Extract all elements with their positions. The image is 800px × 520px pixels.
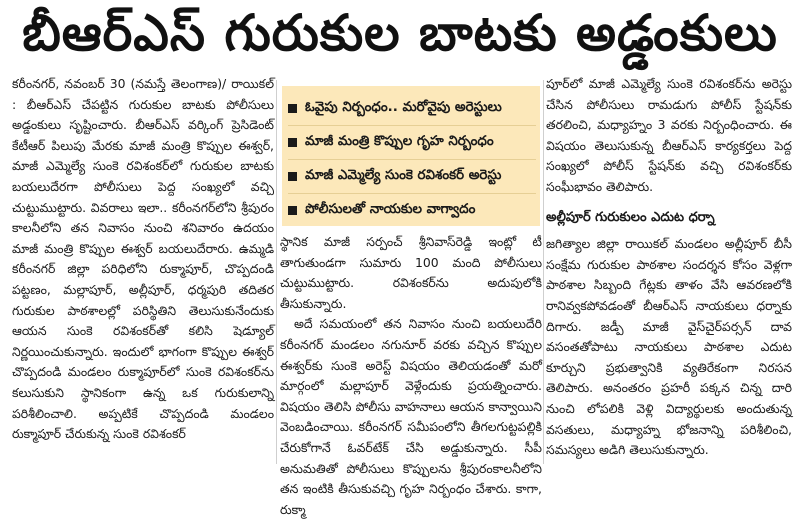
square-bullet-icon	[288, 172, 297, 181]
highlight-item	[288, 194, 536, 227]
headline: బీఆర్ఎస్ గురుకుల బాటకు అడ్డంకులు	[22, 3, 778, 62]
highlight-item	[288, 92, 536, 126]
square-bullet-icon	[288, 104, 297, 113]
column-divider	[543, 80, 544, 464]
paragraph: స్థానిక మాజీ సర్పంచ్ శ్రీనివాస్‌రెడ్డి ఇంట్లో టీ తాగుతుండగా సుమారు 100 మంది పోలీసులు చుట్టుముట్టారు. రవిశంకర్‌ను అదుపులోకి తీసుకున్నారు.	[280, 234, 542, 311]
paragraph: అదే సమయంలో తన నివాసం నుంచి బయలుదేరి కరీంనగర్ మండలం నగునూర్ వరకు వచ్చిన కొప్పుల ఈశ్వర్‌కు సుంకె అరెస్ట్ విషయం తెలియడంతో మరో మార్గంలో మల్లాపూర్ వెళ్లేందుకు ప్రయత్నించారు. విషయం తెలిసి పోలీసు వాహనాలు ఆయన కాన్వాయిని వెంబడించాయి. కరీంనగర్ సమీపంలోని తీగలగుట్టపల్లికి చేరుకోగానే ఓవర్‌టేక్ చేసి అడ్డుకున్నారు. సీపీ అనుమతితో పోలీసులు కొప్పులను శ్రీపురంకాలనీలోని తన ఇంటికి తీసుకువచ్చి గృహ నిర్బంధం చేశారు. కాగా, రుక్మా	[280, 316, 542, 517]
highlight-text: మాజీ మంత్రి కొప్పుల గృహ నిర్బంధం	[305, 133, 494, 149]
highlight-item	[288, 160, 536, 194]
paragraph: కరీంనగర్, నవంబర్ 30 (నమస్తే తెలంగాణ)/ రాయికల్ : బీఆర్ఎస్ చేపట్టిన గురుకుల బాటకు పోలీసులు అడ్డంకులు సృష్టించారు. బీఆర్ఎస్ వర్కింగ్ ప్రెసిడెంట్ కేటీఆర్ పిలుపు మేరకు మాజీ మంత్రి కొప్పుల ఈశ్వర్, మాజీ ఎమ్మెల్యే సుంకె రవిశంకర్‌లో గురుకుల బాటకు బయలుదేరగా పోలీసులు పెద్ద సంఖ్యలో వచ్చి చుట్టుముట్టారు. వివరాలు ఇలా.. కరీంనగర్‌లోని శ్రీపురం కాలనీలోని తన నివాసం నుంచి శనివారం ఉదయం మాజీ మంత్రి కొప్పుల ఈశ్వర్ బయలుదేరారు. ఉమ్మడి కరీంనగర్ జిల్లా పరిధిలోని రుక్మాపూర్, చొప్పదండి పట్టణం, మల్లాపూర్, అల్లీపూర్, ధర్మపురి తదితర గురుకుల పాఠశాలల్లో పరిస్థితిని తెలుసుకునేందుకు ఆయన సుంకె రవిశంకర్‌తో కలిసి షెడ్యూల్ నిర్ణయించుకున్నారు. ఇందులో భాగంగా కొప్పుల ఈశ్వర్ చొప్పదండి మండలం రుక్మాపూర్‌లో సుంకె రవిశంకర్‌ను కలుసుకుని స్థానికంగా ఉన్న ఒక గురుకులాన్ని పరిశీలించాలి. అప్పటికే చొప్పదండి మండలం రుక్మాపూర్ చేరుకున్న సుంకె రవిశంకర్	[12, 76, 274, 442]
paragraph: జగిత్యాల జిల్లా రాయికల్ మండలం అల్లీపూర్ బీసీ సంక్షేమ గురుకుల పాఠశాల సందర్శన కోసం వెళ్లగా పాఠశాల సిబ్బంది గేట్లకు తాళం వేసి ఆవరణలోకి రానివ్వకపోవడంతో బీఆర్ఎస్ నాయకులు ధర్నాకు దిగారు. జడ్పీ మాజీ వైస్‌చైర్‌పర్సన్ దావ వసంతతోపాటు నాయకులు పాఠశాల ఎదుట కూర్చుని ప్రభుత్వానికి వ్యతిరేకంగా నిరసన తెలిపారు. అనంతరం ప్రహరీ పక్కన చిన్న దారి నుంచి లోపలికి వెళ్లి విద్యార్థులకు అందుతున్న వసతులు, మధ్యాహ్న భోజనాన్ని పరిశీలించి, సమస్యలు అడిగి తెలుసుకున్నారు.	[546, 236, 792, 458]
highlight-text: ఓవైపు నిర్బంధం.. మరోవైపు అరెస్టులు	[305, 99, 502, 115]
highlight-text: పోలీసులతో నాయకుల వాగ్వాదం	[305, 201, 476, 217]
article-column-3	[546, 74, 792, 464]
column-divider	[276, 80, 277, 464]
highlights-box	[282, 86, 540, 226]
square-bullet-icon	[288, 206, 297, 215]
highlight-text: మాజీ ఎమ్మెల్యే సుంకె రవిశంకర్ అరెస్టు	[305, 167, 502, 183]
highlight-item	[288, 126, 536, 160]
subheading: అల్లీపూర్ గురుకులం ఎదుట ధర్నా	[546, 209, 715, 225]
square-bullet-icon	[288, 138, 297, 147]
article-column-2	[280, 232, 542, 517]
article-column-1	[12, 74, 274, 464]
paragraph: పూర్‌లో మాజీ ఎమ్మెల్యే సుంకె రవిశంకర్‌ను అరెస్టు చేసిన పోలీసులు రామడుగు పోలీస్ స్టేషన్‌కు తరలించి, మధ్యాహ్నం 3 వరకు నిర్బంధించారు. ఈ విషయం తెలుసుకున్న బీఆర్ఎస్ కార్యకర్తలు పెద్ద సంఖ్యలో పోలీస్ స్టేషన్‌కు వచ్చి రవిశంకర్‌కు సంఘీభావం తెలిపారు.	[546, 76, 792, 194]
highlights-list	[282, 86, 540, 227]
